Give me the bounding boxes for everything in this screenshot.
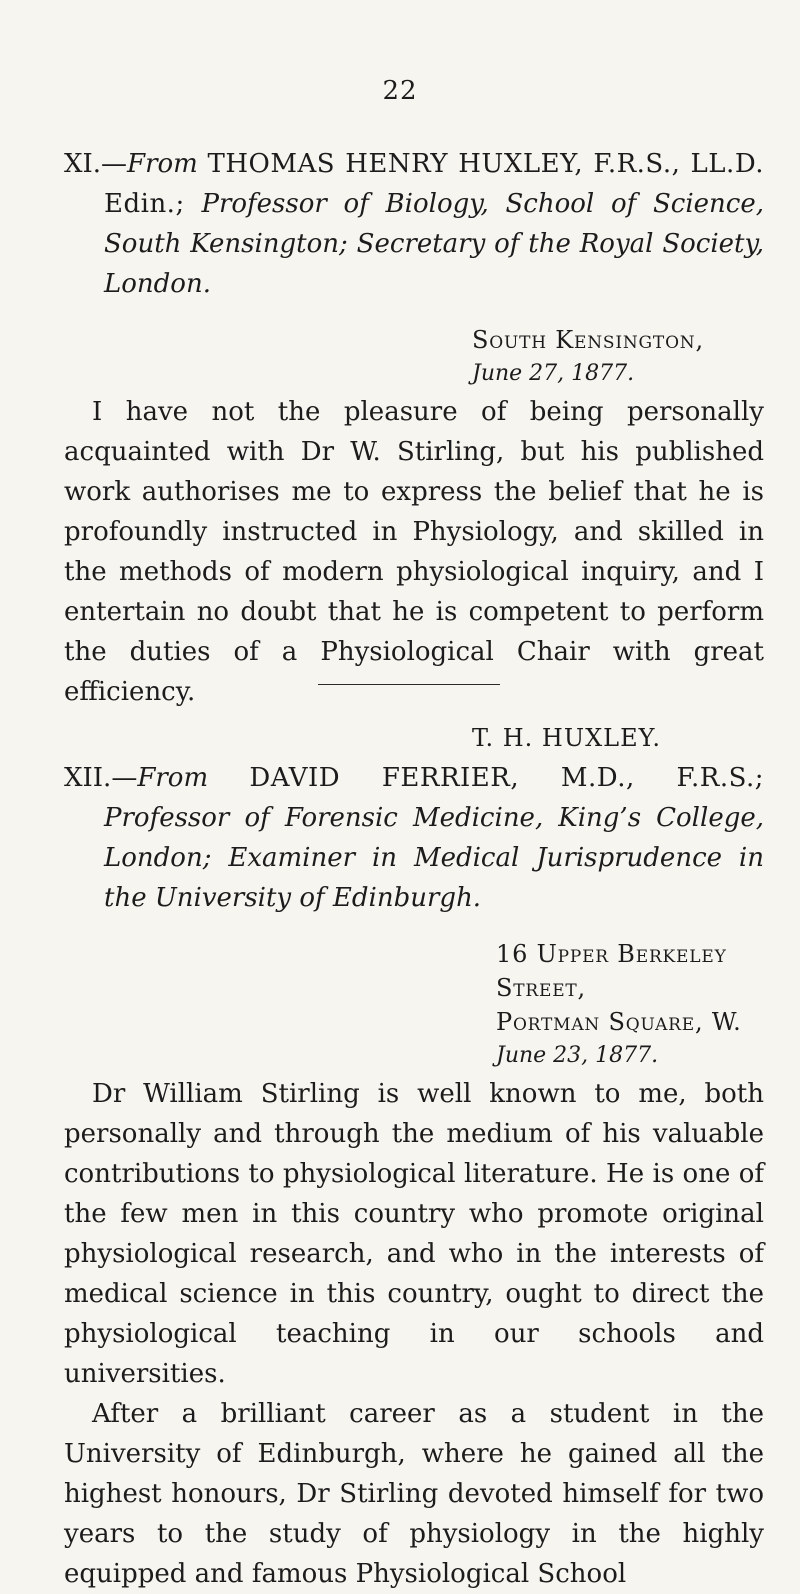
letter-xii bbox=[64, 758, 764, 1594]
letter-numeral: XII. bbox=[64, 763, 112, 793]
letter-paragraph: Dr William Stirling is well known to me, both personally and through the medium of his valuable contributions to physiological literature. He is one of the few men in this country who promote original physiological research, and who in the interests of medical science in this country, ought to direct the physiological teaching in our schools and universities. bbox=[64, 1079, 764, 1389]
from-word: From bbox=[137, 763, 209, 793]
address-line: Portman Square, W. bbox=[496, 1008, 742, 1036]
sender-name: THOMAS HENRY HUXLEY, F.R.S., LL.D. Edin.; bbox=[104, 149, 765, 219]
from-word: From bbox=[127, 149, 198, 179]
letter-date: June 23, 1877. bbox=[496, 1043, 659, 1068]
letter-paragraph: I have not the pleasure of being personally acquainted with Dr W. Stirling, but his published work authorises me to express the belief that he is profoundly instructed in Physiology, and skilled in the methods of modern physiological inquiry, and I entertain no doubt that he is competent to perform the duties of a Physiological Chair with great efficiency. bbox=[64, 397, 764, 707]
letter-heading: XII.—From DAVID FERRIER, M.D., F.R.S.; Professor of Forensic Medicine, King’s College, London; Examiner in Medical Jurisprudence in the University of Edinburgh. bbox=[64, 763, 764, 913]
letter-paragraph: After a brilliant career as a student in the University of Edinburgh, where he gained all the highest honours, Dr Stirling devoted himself for two years to the study of physiology in the highly equipped and famous Physiological School bbox=[64, 1399, 764, 1589]
letter-date: June 27, 1877. bbox=[472, 361, 635, 386]
letter-signature: T. H. HUXLEY. bbox=[472, 724, 662, 752]
sender-name: DAVID FERRIER, M.D., F.R.S.; bbox=[249, 763, 764, 793]
letter-address bbox=[64, 324, 764, 390]
letter-numeral: XI. bbox=[64, 149, 102, 179]
sender-roles: Professor of Biology, School of Science, South Kensington; Secretary of the Royal Society, London. bbox=[104, 189, 764, 299]
address-line: 16 Upper Berkeley Street, bbox=[496, 940, 727, 1002]
address-line: South Kensington, bbox=[472, 326, 704, 354]
letter-heading: XI.—From THOMAS HENRY HUXLEY, F.R.S., LL.D. Edin.; Professor of Biology, School of Science, South Kensington; Secretary of the Royal Society, London. bbox=[64, 149, 765, 299]
letter-xi bbox=[64, 144, 764, 758]
letter-address bbox=[64, 938, 764, 1072]
page-number: 22 bbox=[382, 76, 418, 106]
section-divider bbox=[318, 684, 500, 685]
sender-roles: Professor of Forensic Medicine, King’s College, London; Examiner in Medical Jurisprudence in the University of Edinburgh. bbox=[104, 803, 764, 913]
